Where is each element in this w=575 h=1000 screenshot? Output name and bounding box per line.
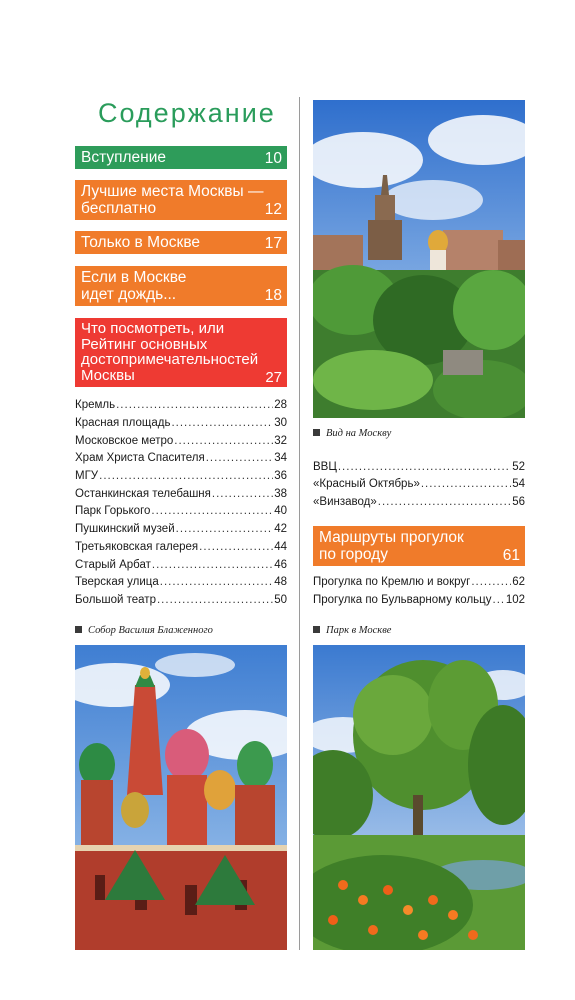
toc-page: 42	[274, 523, 287, 535]
section-page: 61	[502, 547, 520, 564]
section-page: 27	[265, 368, 282, 386]
toc-page: 46	[274, 559, 287, 571]
leader-dots	[199, 540, 273, 554]
st-basil-illustration	[75, 645, 287, 950]
section-label-line-2: Рейтинг основных	[81, 335, 208, 353]
leader-dots	[421, 477, 511, 491]
moscow-view-illustration	[313, 100, 525, 418]
toc-entry[interactable]	[75, 487, 287, 501]
toc-label: Тверская улица	[75, 576, 159, 588]
toc-entry[interactable]	[75, 434, 287, 448]
toc-entry[interactable]	[75, 416, 287, 430]
leader-dots	[116, 398, 273, 412]
toc-label: Красная площадь	[75, 417, 171, 429]
toc-label: ВВЦ	[313, 461, 337, 473]
leader-dots	[212, 487, 273, 501]
caption-text: Вид на Москву	[326, 428, 392, 439]
toc-page: 28	[274, 399, 287, 411]
section-page: 18	[264, 287, 282, 304]
toc-page: 36	[274, 470, 287, 482]
leader-dots	[152, 558, 273, 572]
photo-moscow-view	[313, 100, 525, 418]
caption-square-icon	[313, 626, 320, 633]
toc-label: Прогулка по Бульварному кольцу	[313, 594, 492, 606]
toc-entry[interactable]	[75, 540, 287, 554]
section-label-line-4: Москвы	[81, 366, 135, 384]
toc-page: 48	[274, 576, 287, 588]
caption-square-icon	[313, 429, 320, 436]
section-label: Вступление	[81, 149, 167, 166]
section-label-line-2: идет дождь...	[81, 286, 177, 303]
toc-label: Прогулка по Кремлю и вокруг	[313, 576, 471, 588]
leader-dots	[99, 469, 273, 483]
toc-page: 44	[274, 541, 287, 553]
section-label: Только в Москве	[81, 234, 200, 251]
toc-entry[interactable]	[313, 495, 525, 509]
toc-entry[interactable]	[75, 451, 287, 465]
section-label-line-1: Что посмотреть, или	[81, 320, 225, 337]
toc-page: 32	[274, 435, 287, 447]
toc-entry[interactable]	[75, 398, 287, 412]
toc-label: Останкинская телебашня	[75, 488, 211, 500]
leader-dots	[174, 434, 273, 448]
leader-dots	[493, 593, 505, 607]
toc-page: 52	[512, 461, 525, 473]
section-only-moscow[interactable]	[75, 231, 287, 254]
section-label-line-1: Лучшие места Москвы —	[81, 183, 264, 200]
toc-label: «Винзавод»	[313, 496, 377, 508]
section-best-free[interactable]	[75, 180, 287, 220]
toc-page: 38	[274, 488, 287, 500]
toc-page: 54	[512, 478, 525, 490]
section-intro[interactable]	[75, 146, 287, 169]
photo-st-basil	[75, 645, 287, 950]
section-page: 12	[264, 201, 282, 218]
toc-label: МГУ	[75, 470, 99, 482]
caption-text: Собор Василия Блаженного	[88, 625, 213, 636]
leader-dots	[471, 575, 511, 589]
toc-page: 50	[274, 594, 287, 606]
section-label-line-2: по городу	[319, 546, 388, 563]
toc-page: 40	[274, 505, 287, 517]
caption-text: Парк в Москве	[326, 625, 392, 636]
section-label-line-3: достопримечательностей	[81, 351, 259, 368]
toc-entry[interactable]	[313, 477, 525, 491]
section-page: 10	[264, 150, 282, 167]
toc-label: «Красный Октябрь»	[313, 478, 420, 490]
toc-label: Кремль	[75, 399, 116, 411]
toc-label: Большой театр	[75, 594, 156, 606]
section-sights[interactable]	[75, 318, 287, 387]
toc-entry[interactable]	[75, 522, 287, 536]
caption-square-icon	[75, 626, 82, 633]
toc-page: 56	[512, 496, 525, 508]
photo-caption-basil	[75, 625, 213, 636]
toc-entry[interactable]	[75, 504, 287, 518]
leader-dots	[338, 460, 511, 474]
toc-entry[interactable]	[75, 558, 287, 572]
toc-label: Московское метро	[75, 435, 174, 447]
leader-dots	[157, 593, 273, 607]
section-rain[interactable]	[75, 266, 287, 306]
toc-label: Старый Арбат	[75, 559, 151, 571]
toc-entry[interactable]	[313, 593, 525, 607]
toc-label: Третьяковская галерея	[75, 541, 199, 553]
leader-dots	[206, 451, 273, 465]
toc-entry[interactable]	[75, 469, 287, 483]
column-divider	[299, 97, 300, 950]
photo-caption-park	[313, 625, 391, 636]
leader-dots	[378, 495, 511, 509]
leader-dots	[171, 416, 273, 430]
leader-dots	[160, 575, 273, 589]
toc-page: 62	[512, 576, 525, 588]
section-label-line-1: Маршруты прогулок	[319, 529, 464, 546]
leader-dots	[176, 522, 274, 536]
toc-label: Пушкинский музей	[75, 523, 175, 535]
page-title: Содержание	[98, 98, 276, 128]
toc-entry[interactable]	[313, 575, 525, 589]
park-illustration	[313, 645, 525, 950]
toc-page: 30	[274, 417, 287, 429]
toc-page: 34	[274, 452, 287, 464]
section-label-line-1: Если в Москве	[81, 269, 187, 286]
section-page: 17	[264, 235, 282, 252]
toc-entry[interactable]	[75, 575, 287, 589]
toc-page: 102	[505, 594, 525, 606]
leader-dots	[151, 504, 273, 518]
toc-entry[interactable]	[313, 460, 525, 474]
section-label-line-2: бесплатно	[81, 200, 157, 217]
toc-entry[interactable]	[75, 593, 287, 607]
photo-park	[313, 645, 525, 950]
toc-label: Храм Христа Спасителя	[75, 452, 205, 464]
toc-label: Парк Горького	[75, 505, 151, 517]
photo-caption-view	[313, 428, 391, 439]
section-walking-routes[interactable]	[313, 526, 525, 566]
